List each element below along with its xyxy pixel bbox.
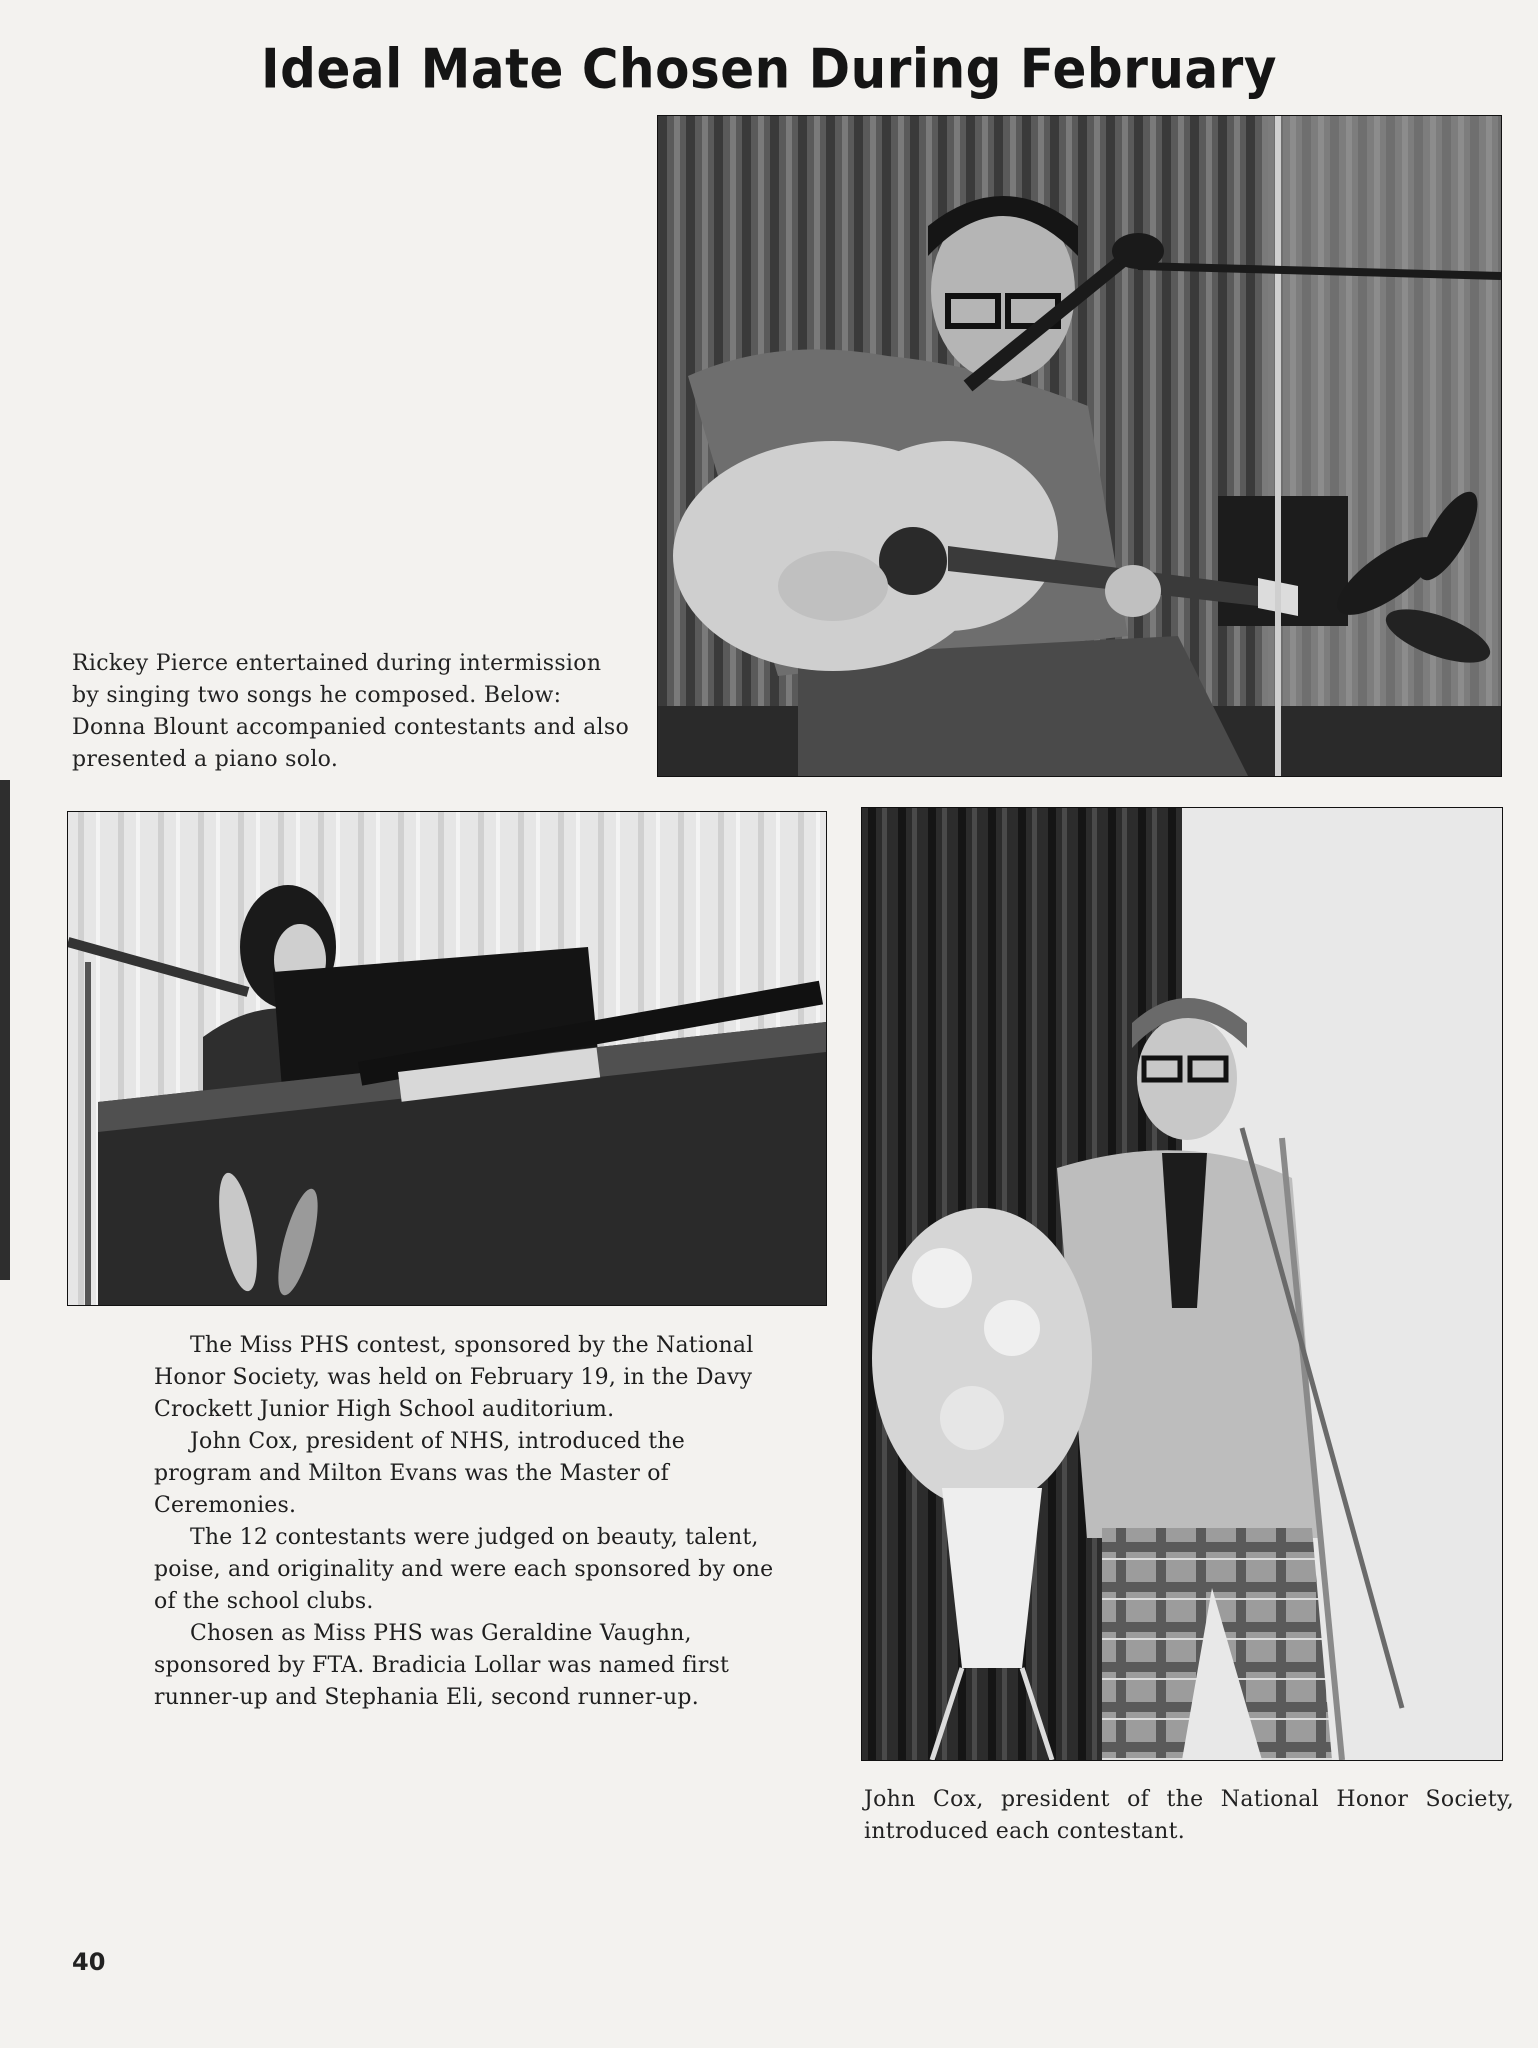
photo-host (862, 808, 1502, 1760)
binding-edge (0, 780, 10, 1280)
photo-guitarist (658, 116, 1501, 776)
caption-host: John Cox, president of the National Honor Society, introduced each contestant. (864, 1787, 1514, 1844)
article-body (154, 1330, 780, 1714)
article-paragraph: The 12 contestants were judged on beauty, talent, poise, and originality and were each sponsored by one of the school clubs. (154, 1525, 774, 1614)
article-paragraph: Chosen as Miss PHS was Geraldine Vaughn, sponsored by FTA. Bradicia Lollar was named first runner-up and Stephania Eli, second runner-up. (154, 1621, 730, 1710)
article-paragraph: The Miss PHS contest, sponsored by the National Honor Society, was held on February 19, in the Davy Crockett Junior High School auditorium. (154, 1333, 754, 1422)
photo-pianist (68, 812, 826, 1305)
article-paragraph: John Cox, president of NHS, introduced the program and Milton Evans was the Master of Ceremonies. (154, 1429, 685, 1518)
page-title: Ideal Mate Chosen During February (261, 38, 1277, 101)
page-number: 40 (72, 1948, 106, 1976)
caption-guitarist: Rickey Pierce entertained during intermission by singing two songs he composed. Below: Donna Blount accompanied contestants and also presented a piano solo. (72, 651, 630, 772)
